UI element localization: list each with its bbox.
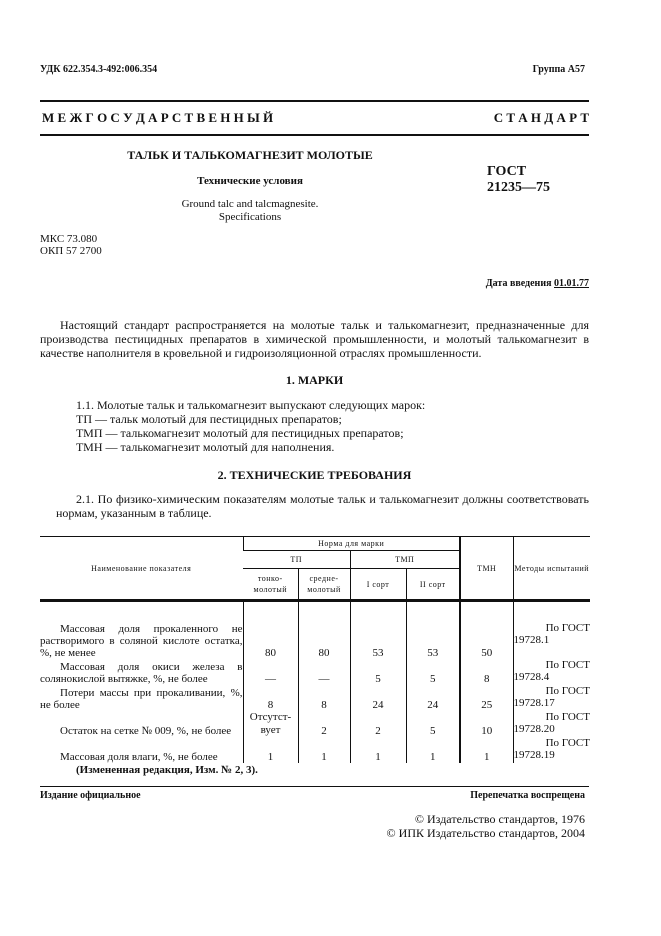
official-edition: Издание официальное [40,790,141,801]
method-number: 19728.4 [513,670,550,683]
list-item: 1.1. Молотые тальк и талькомагнезит выпускают следующих марок: [76,398,426,412]
row-value: 10 [460,711,513,737]
okp-code: ОКП 57 2700 [40,245,102,257]
divider [40,100,589,102]
col-header-tmp-1: I сорт [350,569,406,601]
banner-standard: С Т А Н Д А Р Т [493,110,589,125]
col-header-methods: Методы испытаний [513,537,590,601]
doc-subtitle: Технические условия [197,175,303,187]
method-label: По ГОСТ [545,736,590,749]
row-value: — [298,659,350,685]
banner-interstate: М Е Ж Г О С У Д А Р С Т В Е Н Н Ы Й [42,110,274,125]
method-number: 19728.20 [513,722,555,735]
list-item: ТП — тальк молотый для пестицидных препаратов; [76,412,342,426]
col-header-tmn: ТМН [460,537,513,601]
method-label: По ГОСТ [545,710,590,723]
row-value: — [243,659,298,685]
table-row [40,601,590,659]
col-header-tp-fine: тонко-молотый [243,569,298,601]
row-value: 8 [243,685,298,711]
method-label: По ГОСТ [545,684,590,697]
row-name: Массовая доля окиси железа в солянокислой вытяжке, %, не более [40,660,243,685]
amendment-note: (Измененная редакция, Изм. № 2, 3). [76,764,258,776]
title-english-sub: Specifications [218,211,282,223]
row-value: 2 [298,711,350,737]
list-item: ТМН — талькомагнезит молотый для наполнения. [76,440,335,454]
row-name: Массовая доля прокаленного не растворимого в соляной кислоте остатка, %, не менее [40,622,243,659]
divider [40,786,589,787]
reprint-prohibited: Перепечатка воспрещена [470,790,585,801]
method-label: По ГОСТ [545,622,590,634]
row-value: 24 [350,685,406,711]
intro-date [486,278,589,289]
table-row [40,737,590,763]
copyright-2004: © ИПК Издательство стандартов, 2004 [386,826,585,840]
table-row [40,659,590,685]
mks-code: МКС 73.080 [40,233,98,245]
row-value: 8 [460,659,513,685]
group-code: Группа А57 [532,64,585,75]
doc-title: ТАЛЬК И ТАЛЬКОМАГНЕЗИТ МОЛОТЫЕ [127,148,373,162]
list-item: ТМП — талькомагнезит молотый для пестицидных препаратов; [76,426,404,440]
col-header-tmp-2: II сорт [406,569,460,601]
row-value: 53 [350,601,406,659]
title-english: Ground talc and talcmagnesite. [181,198,319,210]
divider [40,134,589,136]
row-value: 53 [406,601,460,659]
method-label: По ГОСТ [545,658,590,671]
col-header-tp: ТП [243,551,350,569]
row-value: 80 [243,601,298,659]
section-1-list [76,398,425,454]
table-row [40,685,590,711]
row-value: 1 [406,737,460,763]
row-name: Массовая доля влаги, %, не более [60,750,218,763]
row-name: Потери массы при прокаливании, %, не более [40,686,243,711]
col-header-tmp: ТМП [350,551,460,569]
table-row [40,711,590,737]
row-value: 8 [298,685,350,711]
row-value: 5 [406,659,460,685]
intro-date-value: 01.01.77 [554,278,589,289]
udk-code: УДК 622.354.3-492:006.354 [40,64,158,75]
gost-number: 21235—75 [487,180,550,195]
row-value: 80 [298,601,350,659]
row-name: Остаток на сетке № 009, %, не более [60,724,232,737]
section-2-paragraph: 2.1. По физико-химическим показателям молотые тальк и талькомагнезит должны соответствовать нормам, указанным в таблице. [56,492,589,520]
row-value: 50 [460,601,513,659]
row-value: 5 [406,711,460,737]
method-number: 19728.19 [513,748,555,761]
col-header-name: Наименование показателя [40,537,243,601]
copyright-1976: © Издательство стандартов, 1976 [414,812,585,826]
section-2-title: 2. ТЕХНИЧЕСКИЕ ТРЕБОВАНИЯ [217,468,412,482]
row-value: 1 [350,737,406,763]
method-number: 19728.1 [513,634,550,646]
row-value: Отсутст-вует [243,711,298,737]
section-1-title: 1. МАРКИ [285,373,344,387]
row-value: 5 [350,659,406,685]
col-header-tp-medium: средне-молотый [298,569,350,601]
row-value: 1 [243,737,298,763]
method-number: 19728.17 [513,696,555,709]
row-value: 24 [406,685,460,711]
row-value: 2 [350,711,406,737]
intro-paragraph: Настоящий стандарт распространяется на молотые тальк и талькомагнезит, предназначенные для производства пестицидных препаратов в химической промышленности, и молотый талькомагнезит в качестве наполнителя в кровельной и гидроизоляционной отраслях промышленности. [40,318,589,360]
row-value: 1 [460,737,513,763]
requirements-table [40,536,590,763]
intro-date-label: Дата введения [485,278,552,289]
row-value: 25 [460,685,513,711]
row-value: 1 [298,737,350,763]
col-header-norm: Норма для марки [243,537,460,551]
gost-label: ГОСТ [487,164,527,179]
